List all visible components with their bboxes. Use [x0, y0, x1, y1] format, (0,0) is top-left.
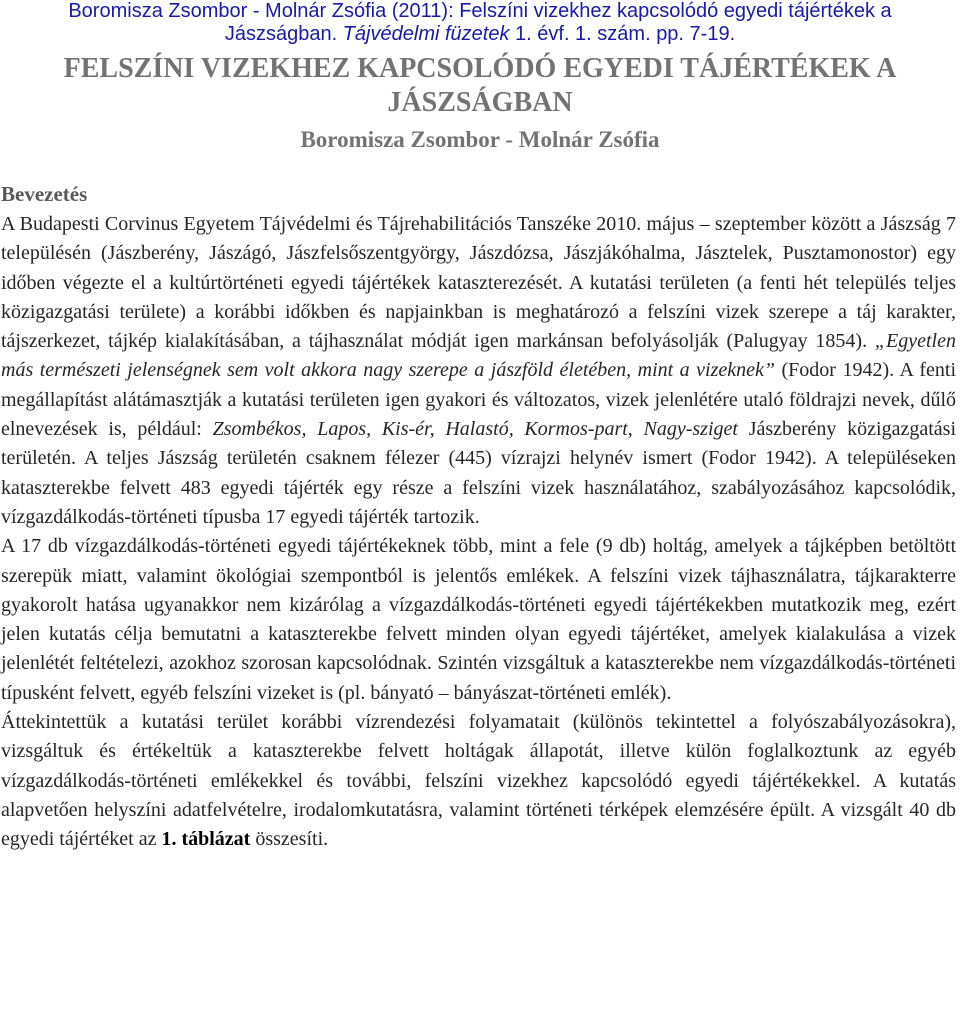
section-heading: Bevezetés	[1, 182, 88, 206]
article-title-line-2: JÁSZSÁGBAN	[387, 87, 573, 118]
article-title-block	[0, 52, 960, 155]
article-title-line-1: FELSZÍNI VIZEKHEZ KAPCSOLÓDÓ EGYEDI TÁJÉRTÉKEK A	[63, 53, 897, 84]
citation-line-1: Boromisza Zsombor - Molnár Zsófia (2011): Felszíni vizekhez kapcsolódó egyedi tájértékek a	[68, 0, 892, 22]
paragraph-3-text-b: összesíti.	[250, 828, 329, 851]
article-authors: Boromisza Zsombor - Molnár Zsófia	[300, 127, 660, 152]
paragraph-3	[1, 708, 956, 854]
fodor-quote: „Egyetlen más természeti jelenségnek sem volt akkora nagy szerepe a jászföld életében, mint a vizeknek”	[1, 330, 956, 382]
paragraph-1	[1, 210, 956, 532]
table-reference: 1. táblázat	[161, 828, 251, 851]
paragraph-1-text-a: A Budapesti Corvinus Egyetem Tájvédelmi és Tájrehabilitációs Tanszéke 2010. május – szeptember között a Jászság 7 településén (Jászberény, Jászágó, Jászfelsőszentgyörgy, Jászdózsa, Jászjákóhalma, Jásztelek, Pusztamonostor) egy időben végezte el a kultúrtörténeti egyedi tájértékek kataszterezését. A kutatási területen (a fenti hét település teljes közigazgatási területe) a korábbi időkben és napjainkban is meghatározó a felszíni vizek szerepe a táj karakter, tájszerkezet, tájkép kialakításában, a tájhasználat módját igen markánsan befolyásolják (Palugyay 1854).	[1, 213, 956, 353]
paragraph-3-text-a: Áttekintettük a kutatási terület korábbi vízrendezési folyamatait (különös tekintettel a folyószabályozásokra), vizsgáltuk és értékeltük a kataszterekbe felvett holtágak állapotát, illetve külön foglalkoztunk az egyéb vízgazdálkodás-történeti emlékekkel és további, felszíni vizekhez kapcsolódó egyedi tájértékekkel. A kutatás alapvetően helyszíni adatfelvételre, irodalomkutatásra, valamint történeti térképek elemzésére épült. A vizsgált 40 db egyedi tájértéket az	[1, 711, 956, 851]
journal-name: Tájvédelmi füzetek	[342, 23, 510, 45]
citation-header	[0, 0, 960, 46]
citation-text: Jászságban.	[224, 23, 343, 45]
article-body	[1, 210, 956, 855]
citation-issue: 1. évf. 1. szám. pp. 7-19.	[509, 23, 736, 45]
citation-line-2	[0, 23, 960, 46]
paragraph-2: A 17 db vízgazdálkodás-történeti egyedi tájértékeknek több, mint a fele (9 db) holtág, amelyek a tájképben betöltött szerepük miatt, valamint ökológiai szempontból is jelentős emlékek. A felszíni vizek tájhasználatra, tájkarakterre gyakorolt hatása ugyanakkor nem kizárólag a vízgazdálkodás-történeti egyedi tájértékekben mutatkozik meg, ezért jelen kutatás célja bemutatni a kataszterekbe felvett minden olyan egyedi tájértéket, amelyek kialakulása a vizek jelenlétét feltételezi, azokhoz szorosan kapcsolódnak. Szintén vizsgáltuk a kataszterekbe nem vízgazdálkodás-történeti típusként felvett, egyéb felszíni vizeket is (pl. bányató – bányászat-történeti emlék).	[1, 535, 956, 704]
paragraph-1-text-b: (Fodor 1942). A fenti megállapítást alátámasztják a kutatási területen igen gyakori és változatos, vizek jelenlétére utaló földrajzi nevek, dűlő elnevezések is, például:	[1, 359, 956, 441]
paragraph-1-text-c: Jászberény közigazgatási területén. A teljes Jászság területén csaknem félezer (445) vízrajzi helynév ismert (Fodor 1942). A településeken kataszterekbe felvett 483 egyedi tájérték egy része a felszíni vizek használatához, szabályozásához kapcsolódik, vízgazdálkodás-történeti típusba 17 egyedi tájérték tartozik.	[1, 418, 956, 528]
place-names: Zsombékos, Lapos, Kis-ér, Halastó, Kormos-part, Nagy-sziget	[212, 418, 738, 441]
